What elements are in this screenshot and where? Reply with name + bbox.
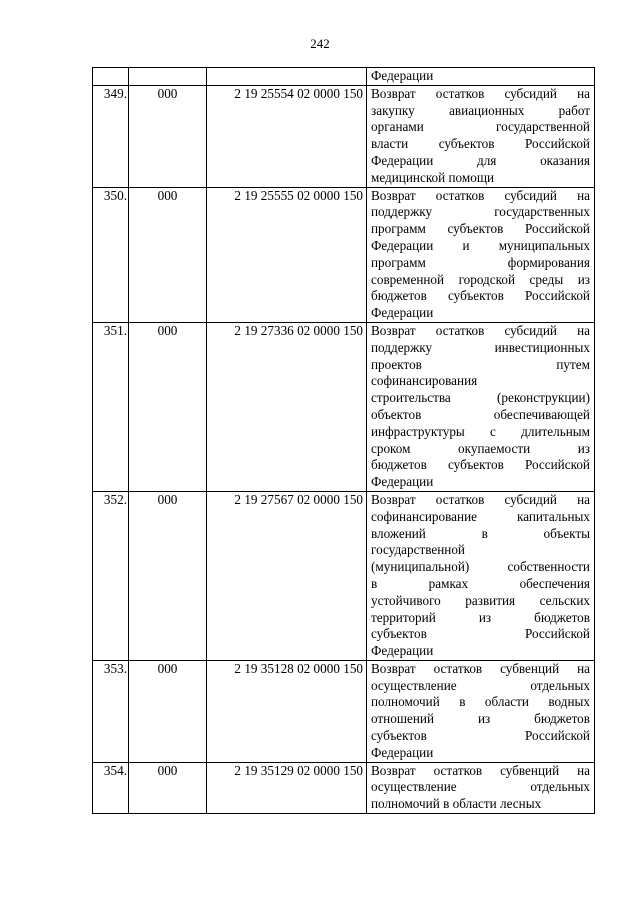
description-word: софинансирование: [371, 508, 477, 524]
description-line: Федерации: [371, 643, 434, 659]
description-word: объекты: [543, 525, 590, 541]
description-line: [371, 188, 590, 205]
admin-cell: [129, 68, 207, 86]
description-word: субъектов: [448, 457, 504, 473]
description-line: [371, 626, 590, 643]
description-word: для: [477, 152, 497, 168]
description-word: из: [577, 440, 590, 456]
row-number-cell: 351.: [93, 322, 129, 491]
description-line: [371, 136, 590, 153]
description-line: [371, 221, 590, 238]
description-word: обеспечивающей: [493, 406, 590, 422]
description-line: софинансирования: [371, 373, 478, 389]
description-word: территорий: [371, 609, 436, 625]
budget-code-cell: 2 19 27567 02 0000 150: [207, 491, 367, 660]
description-word: отдельных: [530, 779, 590, 795]
budget-code-cell: 2 19 35128 02 0000 150: [207, 660, 367, 762]
description-line: [371, 323, 590, 340]
description-line: [371, 441, 590, 458]
description-line: [371, 728, 590, 745]
description-word: (муниципальной): [371, 559, 470, 575]
budget-code-cell: 2 19 25555 02 0000 150: [207, 187, 367, 322]
description-word: формирования: [507, 254, 590, 270]
description-word: (реконструкции): [497, 390, 590, 406]
description-word: в: [371, 575, 378, 591]
description-word: субсидий: [504, 322, 557, 338]
description-word: и: [462, 237, 470, 253]
description-line: [371, 457, 590, 474]
budget-code-cell: 2 19 25554 02 0000 150: [207, 85, 367, 187]
description-word: водных: [548, 694, 590, 710]
description-word: сельских: [539, 592, 590, 608]
description-word: в: [459, 694, 466, 710]
description-line: [371, 492, 590, 509]
description-line: Федерации: [371, 305, 434, 321]
admin-code-cell: 000: [129, 85, 207, 187]
admin-code-cell: 000: [129, 762, 207, 813]
description-word: остатков: [433, 660, 483, 676]
description-word: бюджетов: [534, 609, 590, 625]
description-word: собственности: [507, 559, 590, 575]
row-number-cell: 352.: [93, 491, 129, 660]
description-word: субъектов: [371, 626, 427, 642]
description-word: Федерации: [371, 237, 434, 253]
description-word: на: [577, 85, 590, 101]
description-word: субсидий: [504, 187, 557, 203]
description-word: вложений: [371, 525, 426, 541]
description-cell: [367, 491, 595, 660]
description-word: остатков: [435, 187, 485, 203]
description-word: полномочий: [371, 796, 440, 812]
description-word: оказания: [540, 152, 590, 168]
description-line: [371, 509, 590, 526]
description-word: Возврат: [371, 762, 416, 778]
table-row: [93, 322, 595, 491]
description-word: в: [481, 525, 488, 541]
description-cell: [367, 322, 595, 491]
description-word: остатков: [435, 322, 485, 338]
description-word: из: [478, 609, 492, 625]
description-word: инвестиционных: [494, 339, 590, 355]
row-number-cell: 350.: [93, 187, 129, 322]
description-line: [371, 576, 590, 593]
description-word: бюджетов: [371, 457, 427, 473]
description-word: Российской: [524, 288, 590, 304]
row-number-cell: 349.: [93, 85, 129, 187]
description-line: [371, 204, 590, 221]
description-line: [371, 255, 590, 272]
description-line: [371, 288, 590, 305]
description-line: [371, 238, 590, 255]
table-row: [93, 491, 595, 660]
admin-code-cell: 000: [129, 187, 207, 322]
description-line: [371, 763, 590, 780]
description-word: инфраструктуры: [371, 423, 465, 439]
description-line: [371, 390, 590, 407]
table-row-continued: [93, 68, 595, 86]
description-line: [371, 694, 590, 711]
description-word: Возврат: [371, 85, 416, 101]
description-word: органами: [371, 119, 424, 135]
description-word: авиационных: [449, 102, 525, 118]
description-line: [371, 357, 590, 374]
description-line: Федерации: [371, 744, 434, 760]
description-word: власти: [371, 136, 409, 152]
description-word: Возврат: [371, 187, 416, 203]
budget-classification-table: [92, 67, 595, 814]
description-word: субвенций: [500, 660, 560, 676]
description-word: строительства: [371, 390, 451, 406]
description-word: из: [577, 271, 590, 287]
description-word: поддержку: [371, 204, 433, 220]
description-line: [371, 153, 590, 170]
description-word: субъектов: [438, 136, 495, 152]
description-word: среды: [529, 271, 564, 287]
num-cell: [93, 68, 129, 86]
description-word: Российской: [525, 221, 590, 237]
description-word: на: [577, 322, 590, 338]
description-line: [371, 424, 590, 441]
description-word: окупаемости: [458, 440, 531, 456]
description-word: на: [577, 491, 590, 507]
description-word: бюджетов: [371, 288, 427, 304]
description-word: государственной: [496, 119, 590, 135]
description-word: государственных: [494, 204, 590, 220]
description-word: субсидий: [504, 85, 557, 101]
description-line: [371, 779, 590, 796]
description-line: Федерации: [371, 474, 434, 490]
description-word: на: [577, 187, 590, 203]
description-word: из: [477, 711, 491, 727]
description-word: Российской: [525, 728, 590, 744]
admin-code-cell: 000: [129, 491, 207, 660]
description-word: Возврат: [371, 660, 416, 676]
description-line: [371, 711, 590, 728]
description-word: Федерации: [371, 152, 434, 168]
description-word: субъектов: [447, 221, 504, 237]
description-line: [371, 610, 590, 627]
description-line: Федерации: [371, 68, 434, 83]
description-word: области: [484, 694, 529, 710]
description-word: субсидий: [504, 491, 557, 507]
description-word: программ: [371, 221, 426, 237]
table-row: [93, 85, 595, 187]
description-line: [371, 526, 590, 543]
description-word: закупку: [371, 102, 415, 118]
description-word: лесных: [500, 796, 542, 812]
description-word: области: [452, 796, 497, 812]
description-cell: [367, 68, 595, 86]
description-word: капитальных: [516, 508, 590, 524]
code-cell: [207, 68, 367, 86]
description-word: остатков: [435, 491, 485, 507]
description-word: сроком: [371, 440, 411, 456]
description-word: рамках: [428, 575, 469, 591]
description-word: субвенций: [500, 762, 560, 778]
description-word: обеспечения: [519, 575, 590, 591]
table-row: [93, 660, 595, 762]
description-word: развития: [465, 592, 516, 608]
description-word: объектов: [371, 406, 422, 422]
description-line: [371, 340, 590, 357]
description-line: государственной: [371, 542, 465, 558]
description-line: [371, 559, 590, 576]
description-word: Возврат: [371, 491, 416, 507]
description-line: [371, 661, 590, 678]
budget-code-cell: 2 19 35129 02 0000 150: [207, 762, 367, 813]
table-row: [93, 187, 595, 322]
description-word: Возврат: [371, 322, 416, 338]
admin-code-cell: 000: [129, 660, 207, 762]
description-word: субъектов: [371, 728, 427, 744]
description-line: [371, 86, 590, 103]
description-word: субъектов: [448, 288, 504, 304]
description-word: в: [443, 796, 450, 812]
description-line: медицинской помощи: [371, 169, 495, 185]
budget-code-cell: 2 19 27336 02 0000 150: [207, 322, 367, 491]
row-number-cell: 354.: [93, 762, 129, 813]
admin-code-cell: 000: [129, 322, 207, 491]
description-word: с: [490, 423, 496, 439]
description-line: [371, 796, 590, 813]
description-word: Российской: [525, 626, 590, 642]
description-word: на: [577, 660, 590, 676]
page-number: 242: [310, 36, 330, 51]
description-word: отношений: [371, 711, 435, 727]
description-word: устойчивого: [371, 592, 441, 608]
description-word: осуществление: [371, 779, 457, 795]
description-word: полномочий: [371, 694, 440, 710]
description-word: путем: [556, 356, 590, 372]
description-line: [371, 119, 590, 136]
table-row: [93, 762, 595, 813]
description-word: муниципальных: [498, 237, 590, 253]
description-line: [371, 103, 590, 120]
description-line: [371, 272, 590, 289]
description-cell: [367, 85, 595, 187]
description-word: отдельных: [530, 677, 590, 693]
description-word: бюджетов: [534, 711, 590, 727]
description-word: осуществление: [371, 677, 457, 693]
description-word: Российской: [525, 136, 590, 152]
description-word: длительным: [521, 423, 590, 439]
description-word: городской: [458, 271, 516, 287]
description-word: на: [577, 762, 590, 778]
description-line: [371, 678, 590, 695]
description-cell: [367, 762, 595, 813]
description-cell: [367, 187, 595, 322]
description-word: поддержку: [371, 339, 433, 355]
description-word: остатков: [435, 85, 485, 101]
description-cell: [367, 660, 595, 762]
description-word: программ: [371, 254, 426, 270]
description-word: работ: [558, 102, 590, 118]
row-number-cell: 353.: [93, 660, 129, 762]
description-word: Российской: [524, 457, 590, 473]
table-body: [93, 68, 595, 814]
description-line: [371, 593, 590, 610]
description-word: современной: [371, 271, 445, 287]
description-word: проектов: [371, 356, 422, 372]
description-word: остатков: [433, 762, 483, 778]
description-line: [371, 407, 590, 424]
